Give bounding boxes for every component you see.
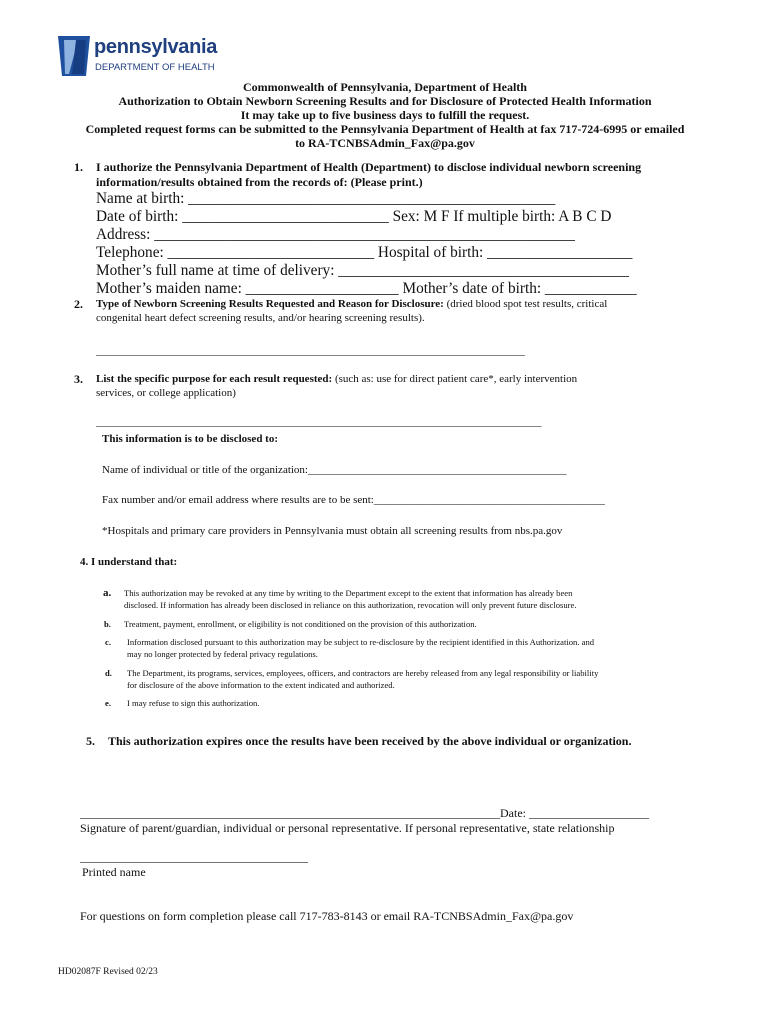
header-title: Authorization to Obtain Newborn Screening Results and for Disclosure of Protected Health Information [118, 94, 652, 108]
item-d-line-1: The Department, its programs, services, employees, officers, and contractors are hereby released from any legal responsibility or liability [127, 668, 599, 678]
mother-maiden-name-field[interactable]: Mother’s maiden name: ____________________ Mother’s date of birth: ____________ [96, 280, 637, 297]
address-field[interactable]: Address: _______________________________________________________ [96, 226, 575, 243]
section-3-text-line-1 [96, 372, 577, 386]
hospitals-note: *Hospitals and primary care providers in Pennsylvania must obtain all screening results from nbs.pa.gov [102, 525, 563, 537]
item-a-label: a. [103, 587, 112, 599]
contact-info: For questions on form completion please call 717-783-8143 or email RA-TCNBSAdmin_Fax@pa.gov [80, 909, 574, 923]
section-3-title: List the specific purpose for each result requested: [96, 373, 333, 385]
section-5-number: 5. [86, 734, 95, 748]
section-1-text-line-2: information/results obtained from the records of: (Please print.) [96, 175, 423, 189]
item-d-label: d. [105, 668, 112, 678]
section-3-number: 3. [74, 372, 83, 386]
telephone-field[interactable]: Telephone: ___________________________ Hospital of birth: ___________________ [96, 244, 633, 261]
item-c-label: c. [105, 637, 111, 647]
name-at-birth-field[interactable]: Name at birth: ________________________________________________ [96, 190, 556, 207]
purpose-field[interactable]: _________________________________________________________________________________ [96, 416, 542, 428]
mother-name-field[interactable]: Mother’s full name at time of delivery: ______________________________________ [96, 262, 629, 279]
header-email: to RA-TCNBSAdmin_Fax@pa.gov [295, 136, 475, 150]
results-reason-field[interactable]: ______________________________________________________________________________ [96, 345, 525, 357]
section-2-title: Type of Newborn Screening Results Requested and Reason for Disclosure: [96, 298, 444, 310]
printed-name-caption: Printed name [82, 865, 146, 879]
item-b-line-1: Treatment, payment, enrollment, or eligibility is not conditioned on the provision of this authorization. [124, 619, 477, 629]
item-a-line-2: disclosed. If information has already been disclosed in reliance on this authorization, revocation will only prevent future disclosure. [124, 600, 577, 610]
section-2-text-line-1 [96, 297, 607, 311]
signature-date-field[interactable]: ______________________________________________________________________Date: ____________________ [80, 806, 649, 820]
disclosed-to-title: This information is to be disclosed to: [102, 433, 279, 445]
item-c-line-1: Information disclosed pursuant to this authorization may be subject to re-disclosure by the recipient identified in this Authorization. and [127, 637, 595, 647]
section-3-text-line-2: services, or college application) [96, 387, 236, 399]
date-of-birth-field[interactable]: Date of birth: ___________________________ Sex: M F If multiple birth: A B C D [96, 208, 612, 225]
pa-health-logo [56, 34, 216, 80]
item-b-label: b. [104, 619, 111, 629]
item-a-line-1: This authorization may be revoked at any time by writing to the Department except to the extent that information has already been [124, 588, 573, 598]
logo-department: DEPARTMENT OF HEALTH [95, 62, 215, 73]
item-d-line-2: for disclosure of the above information to the extent indicated and authorized. [127, 680, 395, 690]
item-e-line-1: I may refuse to sign this authorization. [127, 698, 260, 708]
item-e-label: e. [105, 698, 111, 708]
section-2-number: 2. [74, 297, 83, 311]
section-2-text-line-2: congenital heart defect screening results, and/or hearing screening results). [96, 312, 425, 324]
section-1-text-line-1: I authorize the Pennsylvania Department of Health (Department) to disclose individual newborn screening [96, 160, 642, 174]
form-revision: HD02087F Revised 02/23 [58, 967, 158, 977]
recipient-name-field[interactable]: Name of individual or title of the organization:_______________________________________________ [102, 464, 567, 476]
printed-name-field[interactable]: ______________________________________ [80, 850, 308, 864]
section-3-description: (such as: use for direct patient care*, early intervention [332, 373, 578, 385]
header-submission: Completed request forms can be submitted to the Pennsylvania Department of Health at fax 717-724-6995 or emailed [85, 122, 685, 136]
expiry-statement: This authorization expires once the results have been received by the above individual or organization. [108, 734, 632, 748]
section-4-title: 4. I understand that: [80, 556, 178, 568]
header-line-1: Commonwealth of Pennsylvania, Department of Health [243, 80, 527, 94]
header-turnaround: It may take up to five business days to fulfill the request. [240, 108, 530, 122]
logo-wordmark: pennsylvania [94, 36, 218, 58]
pennsylvania-keystone-icon [56, 34, 92, 78]
section-2-description: (dried blood spot test results, critical [443, 298, 608, 310]
signature-caption: Signature of parent/guardian, individual or personal representative. If personal representative, state relationship [80, 821, 615, 835]
fax-email-field[interactable]: Fax number and/or email address where results are to be sent:__________________________________________ [102, 494, 605, 506]
section-1-number: 1. [74, 160, 83, 174]
item-c-line-2: may no longer protected by federal privacy regulations. [127, 649, 318, 659]
